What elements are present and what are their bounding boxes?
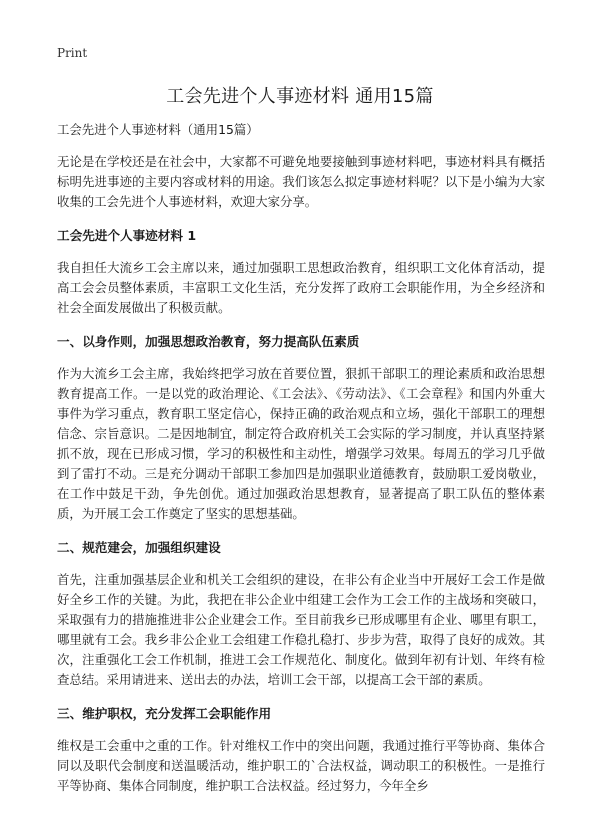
document-body: [57, 120, 545, 810]
part-3-body: 维权是工会重中之重的工作。针对维权工作中的突出问题，我通过推行平等协商、集体合同以及职代会制度和送温暖活动，维护职工的`合法权益，调动职工的积极性。一是推行平等协商、集体合同制度，维护职工合法权益。经过努力，今年全乡: [57, 738, 545, 793]
part-2-heading: 二、规范建会，加强组织建设: [57, 540, 221, 555]
part-1-body: 作为大流乡工会主席，我始终把学习放在首要位置，狠抓干部职工的理论素质和政治思想教育提高工作。一是以党的政治理论、《工会法》、《劳动法》、《工会章程》和国内外重大事件为学习重点，教育职工坚定信心，保持正确的政治观点和立场，强化干部职工的理想信念、宗旨意识。二是因地制宜，制定符合政府机关工会实际的学习制度，并认真坚持紧抓不放，现在已形成习惯，学习的积极性和主动性，增强学习效果。每周五的学习几乎做到了雷打不动。三是充分调动干部职工参加四是加强职业道德教育，鼓励职工爱岗敬业，在工作中鼓足干劲，争先创优。通过加强政治思想教育，显著提高了职工队伍的整体素质，为开展工会工作奠定了坚实的思想基础。: [57, 366, 545, 521]
section-intro-paragraph: 我自担任大流乡工会主席以来，通过加强职工思想政治教育，组织职工文化体育活动，提高工会会员整体素质，丰富职工文化生活，充分发挥了政府工会职能作用，为全乡经济和社会全面发展做出了积极贡献。: [57, 260, 545, 315]
part-1-heading: 一、以身作则，加强思想政治教育，努力提高队伍素质: [57, 334, 360, 349]
part-3-heading: 三、维护职权，充分发挥工会职能作用: [57, 706, 272, 721]
section-heading: 工会先进个人事迹材料 1: [57, 228, 197, 243]
document-title: 工会先进个人事迹材料 通用15篇: [166, 86, 434, 107]
document-subtitle: 工会先进个人事迹材料（通用15篇）: [57, 122, 259, 137]
part-2-body: 首先，注重加强基层企业和机关工会组织的建设，在非公有企业当中开展好工会工作是做好全乡工作的关键。为此，我把在非公企业中组建工会作为工会工作的主战场和突破口，采取强有力的措施推进非公企业建会工作。至目前我乡已形成哪里有企业、哪里有职工，哪里就有工会。我乡非公企业工会组建工作稳扎稳打、步步为营，取得了良好的成效。其次，注重强化工会工作机制，推进工会工作规范化、制度化。做到年初有计划、年终有检查总结。采用请进来、送出去的办法，培训工会干部，以提高工会干部的素质。: [57, 572, 545, 687]
print-link[interactable]: Print: [57, 46, 88, 60]
intro-paragraph: 无论是在学校还是在社会中，大家都不可避免地要接触到事迹材料吧，事迹材料具有概括标明先进事迹的主要内容或材料的用途。我们该怎么拟定事迹材料呢？以下是小编为大家收集的工会先进个人事迹材料，欢迎大家分享。: [57, 154, 545, 209]
